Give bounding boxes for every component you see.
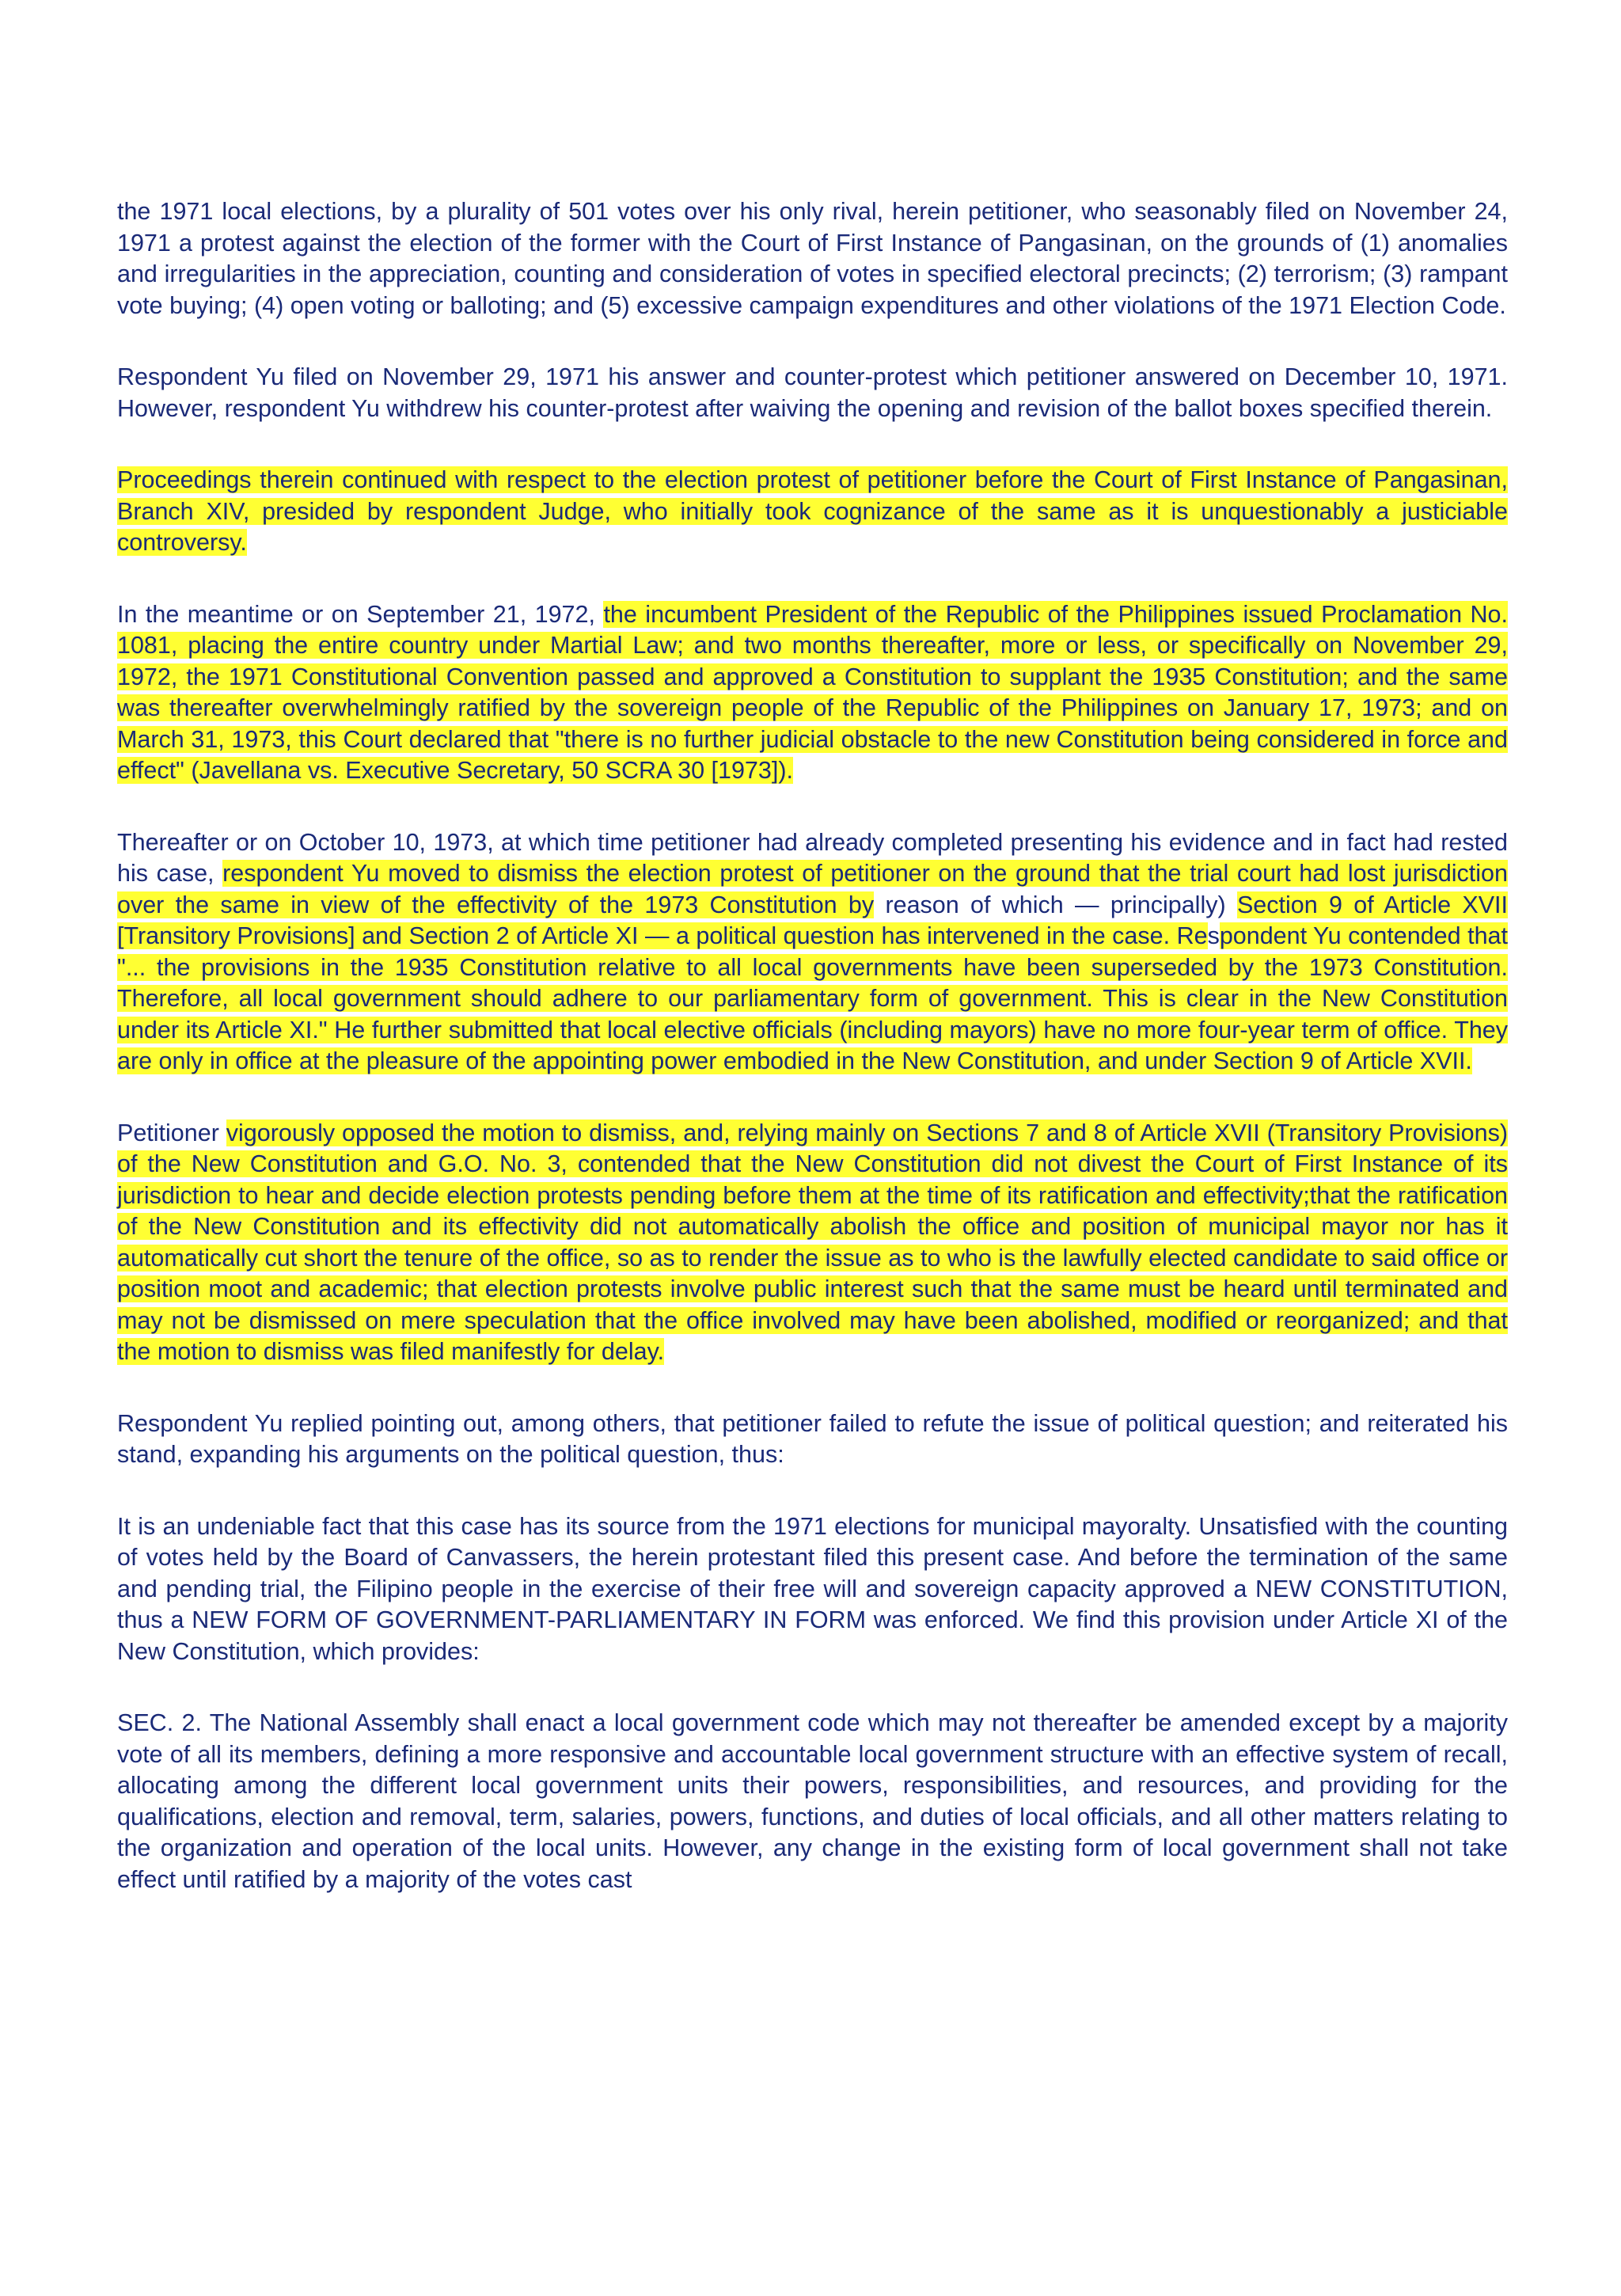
body-text: Thereafter or on October 10, 1973, at which time petitioner had already completed presenting his evidence and in fact had rested his case, xyxy=(117,828,1508,887)
document-page xyxy=(117,196,1508,1895)
body-text: s xyxy=(1207,922,1220,949)
body-text: SEC. 2. The National Assembly shall enact a local government code which may not thereafter be amended except by a majority vote of all its members, defining a more responsive and accountable local government structure with an effective system of recall, allocating among the different local government units their powers, responsibilities, and resources, and providing for the qualifications, election and removal, term, salaries, powers, functions, and duties of local officials, and all other matters relating to the organization and operation of the local units. However, any change in the existing form of local government shall not take effect until ratified by a majority of the votes cast xyxy=(117,1709,1508,1893)
highlighted-text: Section 9 of Article XVII [Transitory Provisions] and Section 2 of Article XI — a political question has intervened in the case. Re xyxy=(117,891,1508,949)
paragraph xyxy=(117,599,1508,787)
body-text: Respondent Yu filed on November 29, 1971 his answer and counter-protest which petitioner answered on December 10, 1971. However, respondent Yu withdrew his counter-protest after waiving the opening and revision of the ballot boxes specified therein. xyxy=(117,363,1508,422)
highlighted-text: the incumbent President of the Republic of the Philippines issued Proclamation No. 1081, placing the entire country under Martial Law; and two months thereafter, more or less, or specifically on November 29, 1972, the 1971 Constitutional Convention passed and approved a Constitution to supplant the 1935 Constitution; and the same was thereafter overwhelmingly ratified by the sovereign people of the Republic of the Philippines on January 17, 1973; and on March 31, 1973, this Court declared that "there is no further judicial obstacle to the new Constitution being considered in force and effect" (Javellana vs. Executive Secretary, 50 SCRA 30 [1973]). xyxy=(117,600,1508,784)
highlighted-text: pondent Yu contended that "... the provisions in the 1935 Constitution relative to all local governments have been superseded by the 1973 Constitution. Therefore, all local government should adhere to our parliamentary form of government. This is clear in the New Constitution under its Article XI." He further submitted that local elective officials (including mayors) have no more four-year term of office. They are only in office at the pleasure of the appointing power embodied in the New Constitution, and under Section 9 of Article XVII. xyxy=(117,922,1508,1074)
paragraph xyxy=(117,1511,1508,1668)
paragraph xyxy=(117,465,1508,559)
body-text: It is an undeniable fact that this case has its source from the 1971 elections for municipal mayoralty. Unsatisfied with the counting of votes held by the Board of Canvassers, the herein protestant filed this present case. And before the termination of the same and pending trial, the Filipino people in the exercise of their free will and sovereign capacity approved a NEW CONSTITUTION, thus a NEW FORM OF GOVERNMENT-PARLIAMENTARY IN FORM was enforced. We find this provision under Article XI of the New Constitution, which provides: xyxy=(117,1512,1508,1665)
paragraph xyxy=(117,1408,1508,1471)
paragraph xyxy=(117,1118,1508,1368)
highlighted-text: respondent Yu moved to dismiss the election protest of petitioner on the ground that the trial court had lost jurisdiction over the same in view of the effectivity of the 1973 Constitution by xyxy=(117,860,1508,918)
body-text: In the meantime or on September 21, 1972, xyxy=(117,600,604,628)
body-text: Respondent Yu replied pointing out, among others, that petitioner failed to refute the issue of political question; and reiterated his stand, expanding his arguments on the political question, thus: xyxy=(117,1409,1508,1468)
body-text: reason of which — principally) xyxy=(874,891,1237,918)
paragraph xyxy=(117,196,1508,321)
body-text: the 1971 local elections, by a plurality of 501 votes over his only rival, herein petitioner, who seasonably filed on November 24, 1971 a protest against the election of the former with the Court of First Instance of Pangasinan, on the grounds of (1) anomalies and irregularities in the appreciation, counting and consideration of votes in specified electoral precincts; (2) terrorism; (3) rampant vote buying; (4) open voting or balloting; and (5) excessive campaign expenditures and other violations of the 1971 Election Code. xyxy=(117,198,1508,319)
body-text: Petitioner xyxy=(117,1119,226,1146)
paragraph xyxy=(117,1708,1508,1895)
highlighted-text: Proceedings therein continued with respect to the election protest of petitioner before the Court of First Instance of Pangasinan, Branch XIV, presided by respondent Judge, who initially took cognizance of the same as it is unquestionably a justiciable controversy. xyxy=(117,466,1508,556)
paragraph xyxy=(117,362,1508,424)
highlighted-text: vigorously opposed the motion to dismiss, and, relying mainly on Sections 7 and 8 of Article XVII (Transitory Provisions) of the New Constitution and G.O. No. 3, contended that the New Constitution did not divest the Court of First Instance of its jurisdiction to hear and decide election protests pending before them at the time of its ratification and effectivity;that the ratification of the New Constitution and its effectivity did not automatically abolish the office and position of municipal mayor nor has it automatically cut short the tenure of the office, so as to render the issue as to who is the lawfully elected candidate to said office or position moot and academic; that election protests involve public interest such that the same must be heard until terminated and may not be dismissed on mere speculation that the office involved may have been abolished, modified or reorganized; and that the motion to dismiss was filed manifestly for delay. xyxy=(117,1119,1509,1365)
paragraph xyxy=(117,827,1508,1078)
